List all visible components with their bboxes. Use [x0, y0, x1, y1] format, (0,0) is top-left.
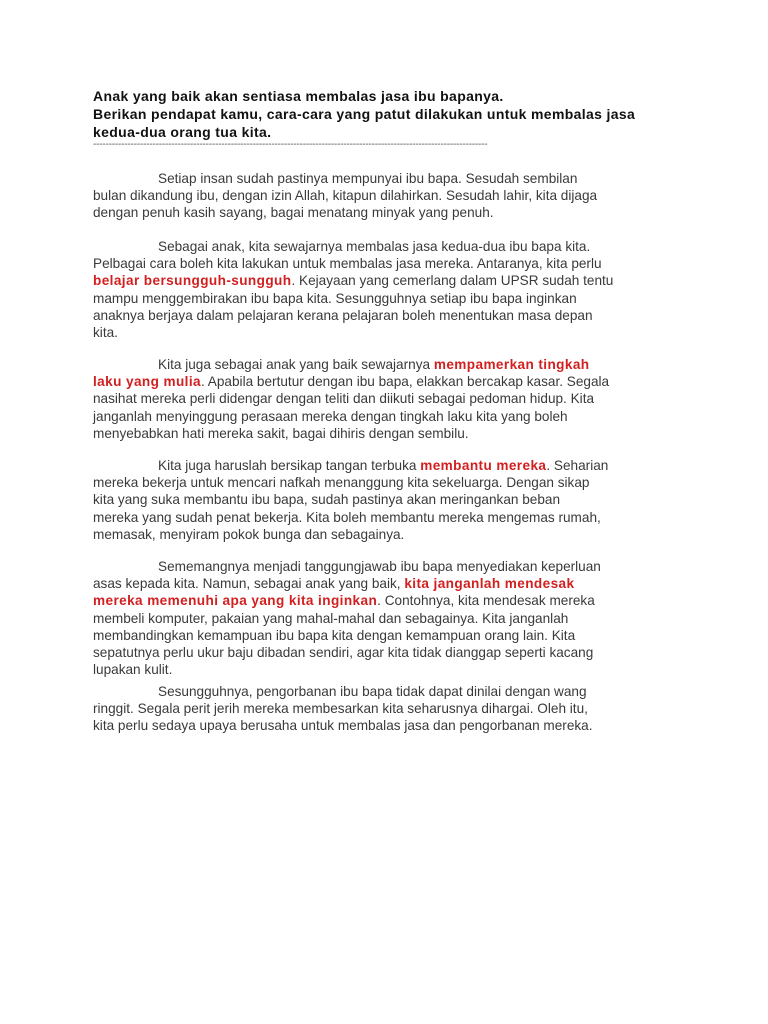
- text-segment: . Apabila bertutur dengan ibu bapa, elakkan bercakap kasar. Segala: [201, 374, 610, 390]
- text-line: [93, 272, 613, 289]
- separator-line: ------------------------------------------------------------------------------------------------------------------------------: [93, 139, 488, 150]
- paragraph-1: [93, 170, 597, 222]
- text-line: [93, 408, 609, 425]
- text-segment: menyebabkan hati mereka sakit, bagai dihiris dengan sembilu.: [93, 425, 469, 441]
- text-segment: mampu menggembirakan ibu bapa kita. Sesungguhnya setiap ibu bapa inginkan: [93, 290, 577, 306]
- text-segment: kita yang suka membantu ibu bapa, sudah pastinya akan meringankan beban: [93, 492, 561, 508]
- text-line: [93, 610, 601, 627]
- paragraph-5: [93, 558, 601, 678]
- text-line: [93, 170, 597, 187]
- text-line: [93, 373, 609, 390]
- text-line: [93, 700, 593, 717]
- text-segment: memasak, menyiram pokok bunga dan sebagainya.: [93, 526, 405, 542]
- text-line: [93, 509, 608, 526]
- text-line: [93, 390, 609, 407]
- text-line: [93, 683, 593, 700]
- text-segment: sepatutnya perlu ukur baju dibadan sendiri, agar kita tidak dianggap seperti kacang: [93, 645, 594, 661]
- paragraph-6: [93, 683, 593, 735]
- text-segment: anaknya berjaya dalam pelajaran kerana pelajaran boleh menentukan masa depan: [93, 307, 593, 323]
- highlighted-phrase: laku yang mulia: [93, 374, 201, 390]
- text-line: [93, 558, 601, 575]
- question-line: kedua-dua orang tua kita.: [93, 124, 272, 140]
- text-segment: bulan dikandung ibu, dengan izin Allah, kitapun dilahirkan. Sesudah lahir, kita dijaga: [93, 188, 598, 204]
- text-segment: Setiap insan sudah pastinya mempunyai ibu bapa. Sesudah sembilan: [158, 171, 578, 186]
- title-line: Anak yang baik akan sentiasa membalas jasa ibu bapanya.: [93, 88, 504, 104]
- text-line: [93, 238, 613, 255]
- text-line: [93, 356, 609, 373]
- highlighted-phrase: belajar bersungguh-sungguh: [93, 273, 292, 289]
- text-segment: kita.: [93, 325, 118, 341]
- text-segment: Pelbagai cara boleh kita lakukan untuk membalas jasa mereka. Antaranya, kita perlu: [93, 256, 602, 272]
- highlighted-phrase: mempamerkan tingkah: [433, 357, 590, 372]
- text-line: [93, 627, 601, 644]
- paragraph-4: [93, 457, 608, 543]
- text-segment: Sememangnya menjadi tanggungjawab ibu bapa menyediakan keperluan: [158, 559, 601, 574]
- highlighted-phrase: membantu mereka: [420, 458, 547, 473]
- highlighted-phrase: kita janganlah mendesak: [404, 576, 575, 592]
- essay-title: [93, 87, 635, 141]
- highlighted-phrase: mereka memenuhi apa yang kita inginkan: [93, 593, 378, 609]
- text-line: [93, 290, 613, 307]
- text-segment: . Contohnya, kita mendesak mereka: [377, 593, 595, 609]
- text-segment: mereka bekerja untuk mencari nafkah menanggung kita sekeluarga. Dengan sikap: [93, 475, 590, 491]
- text-line: [93, 324, 613, 341]
- text-segment: . Seharian: [546, 458, 609, 473]
- question-line: Berikan pendapat kamu, cara-cara yang patut dilakukan untuk membalas jasa: [93, 106, 636, 122]
- text-line: [93, 457, 608, 474]
- text-line: [93, 575, 601, 592]
- text-segment: kita perlu sedaya upaya berusaha untuk membalas jasa dan pengorbanan mereka.: [93, 718, 593, 734]
- text-line: [93, 526, 608, 543]
- text-segment: Kita juga sebagai anak yang baik sewajarnya: [158, 357, 434, 372]
- text-line: [93, 592, 601, 609]
- text-line: [93, 474, 608, 491]
- text-segment: mereka yang sudah penat bekerja. Kita boleh membantu mereka mengemas rumah,: [93, 509, 601, 525]
- text-line: [93, 717, 593, 734]
- paragraph-2: [93, 238, 613, 341]
- text-segment: Kita juga haruslah bersikap tangan terbuka: [158, 458, 421, 473]
- text-segment: Sesungguhnya, pengorbanan ibu bapa tidak dapat dinilai dengan wang: [158, 684, 587, 699]
- text-line: [93, 255, 613, 272]
- text-line: [93, 661, 601, 678]
- text-line: [93, 204, 597, 221]
- text-segment: nasihat mereka perli didengar dengan teliti dan diikuti sebagai pedoman hidup. Kita: [93, 391, 595, 407]
- text-segment: janganlah menyinggung perasaan mereka dengan tingkah laku kita yang boleh: [93, 408, 568, 424]
- paragraph-3: [93, 356, 609, 442]
- text-segment: asas kepada kita. Namun, sebagai anak yang baik,: [93, 576, 405, 592]
- text-segment: dengan penuh kasih sayang, bagai menatang minyak yang penuh.: [93, 205, 494, 221]
- text-segment: lupakan kulit.: [93, 662, 173, 678]
- text-line: [93, 491, 608, 508]
- text-segment: Sebagai anak, kita sewajarnya membalas jasa kedua-dua ibu bapa kita.: [158, 239, 591, 254]
- text-line: [93, 307, 613, 324]
- text-segment: membeli komputer, pakaian yang mahal-mahal dan sebagainya. Kita janganlah: [93, 610, 569, 626]
- text-line: [93, 187, 597, 204]
- text-line: [93, 425, 609, 442]
- text-segment: membandingkan kemampuan ibu bapa kita dengan kemampuan orang lain. Kita: [93, 627, 576, 643]
- text-segment: ringgit. Segala perit jerih mereka membesarkan kita seharusnya dihargai. Oleh itu,: [93, 701, 588, 717]
- text-segment: . Kejayaan yang cemerlang dalam UPSR sudah tentu: [291, 273, 614, 289]
- text-line: [93, 644, 601, 661]
